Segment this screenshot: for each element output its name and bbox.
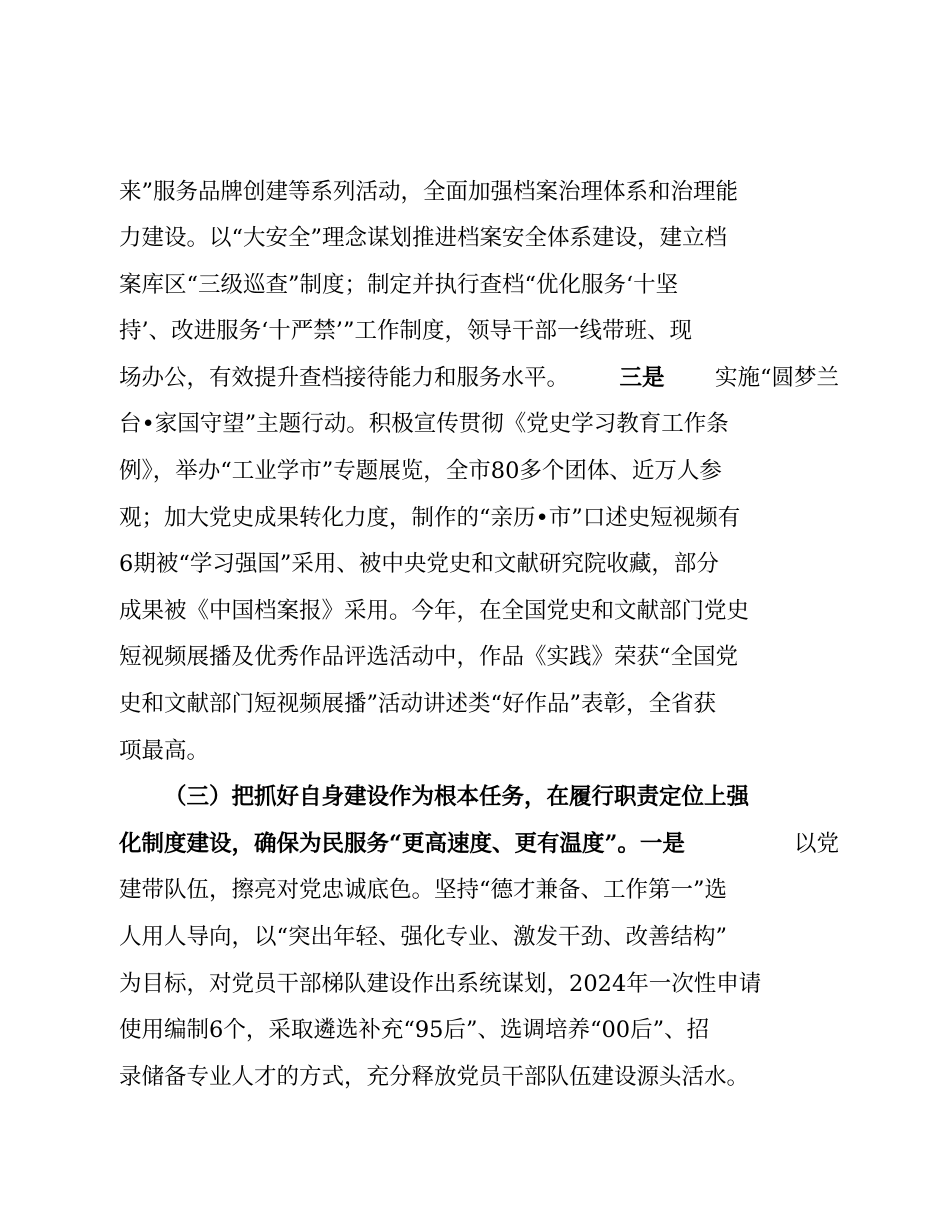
text-segment: 观；加大党史成果转化力度，制作的“亲历•市”口述史短视频有 — [119, 504, 741, 531]
text-line — [119, 260, 839, 305]
text-line — [119, 447, 839, 492]
text-line — [119, 400, 839, 445]
text-line — [119, 819, 839, 864]
text-segment: 场办公，有效提升查档接待能力和服务水平。 — [119, 364, 570, 391]
text-segment: 使用编制6个，采取遴选补充“95后”、选调培养“00后”、招 — [119, 1017, 710, 1044]
text-segment: 为目标，对党员干部梯队建设作出系统谋划，2024年一次性申请 — [119, 970, 762, 997]
text-segment: 录储备专业人才的方式，充分释放党员干部队伍建设源头活水。 — [119, 1063, 750, 1090]
text-line — [119, 726, 839, 771]
text-segment: 台•家国守望”主题行动。积极宣传贯彻《党史学习教育工作条 — [119, 411, 729, 438]
text-segment: 实施“圆梦兰 — [714, 364, 839, 391]
text-segment: 案库区“三级巡查”制度；制定并执行查档“优化服务‘十坚 — [119, 271, 679, 298]
text-line — [119, 214, 839, 259]
text-segment: 例》，举办“工业学市”专题展览，全市80多个团体、近万人参 — [119, 458, 722, 485]
text-segment: 持’、改进服务‘十严禁’”工作制度，领导干部一线带班、现 — [119, 318, 692, 345]
text-line — [119, 353, 839, 398]
text-line — [119, 540, 839, 585]
text-segment: 力建设。以“大安全”理念谋划推进档案安全体系建设，建立档 — [119, 225, 728, 252]
text-line — [119, 866, 839, 911]
section-heading: （三）把抓好自身建设作为根本任务，在履行职责定位上强 — [164, 784, 750, 811]
text-line — [119, 1052, 839, 1097]
text-segment: 成果被《中国档案报》采用。今年，在全国党史和文献部门党史 — [119, 597, 750, 624]
text-line — [119, 633, 839, 678]
text-line — [119, 959, 839, 1004]
text-line — [119, 680, 839, 725]
text-segment: 人用人导向，以“突出年轻、强化专业、激发干劲、改善结构” — [119, 924, 728, 950]
text-segment: 以党 — [793, 830, 839, 857]
text-line — [119, 493, 839, 538]
section-heading-line — [119, 773, 839, 818]
text-segment: 建带队伍，擦亮对党忠诚底色。坚持“德才兼备、工作第一”选 — [119, 877, 728, 904]
text-segment: 史和文献部门短视频展播”活动讲述类“好作品”表彰，全省获 — [119, 691, 717, 718]
text-segment: 短视频展播及优秀作品评选活动中，作品《实践》荣获“全国党 — [119, 644, 739, 671]
body-text — [119, 167, 839, 1099]
text-segment: 项最高。 — [119, 737, 210, 764]
text-segment: 来”服务品牌创建等系列活动，全面加强档案治理体系和治理能 — [119, 178, 739, 205]
text-line — [119, 913, 839, 958]
text-line — [119, 586, 839, 631]
text-line — [119, 307, 839, 352]
text-line — [119, 167, 839, 212]
bold-lead-phrase: 三是 — [619, 364, 665, 391]
text-line — [119, 1006, 839, 1051]
section-heading: 化制度建设，确保为民服务“更高速度、更有温度”。一是 — [119, 830, 685, 857]
text-segment: 6期被“学习强国”采用、被中央党史和文献研究院收藏，部分 — [119, 551, 719, 578]
